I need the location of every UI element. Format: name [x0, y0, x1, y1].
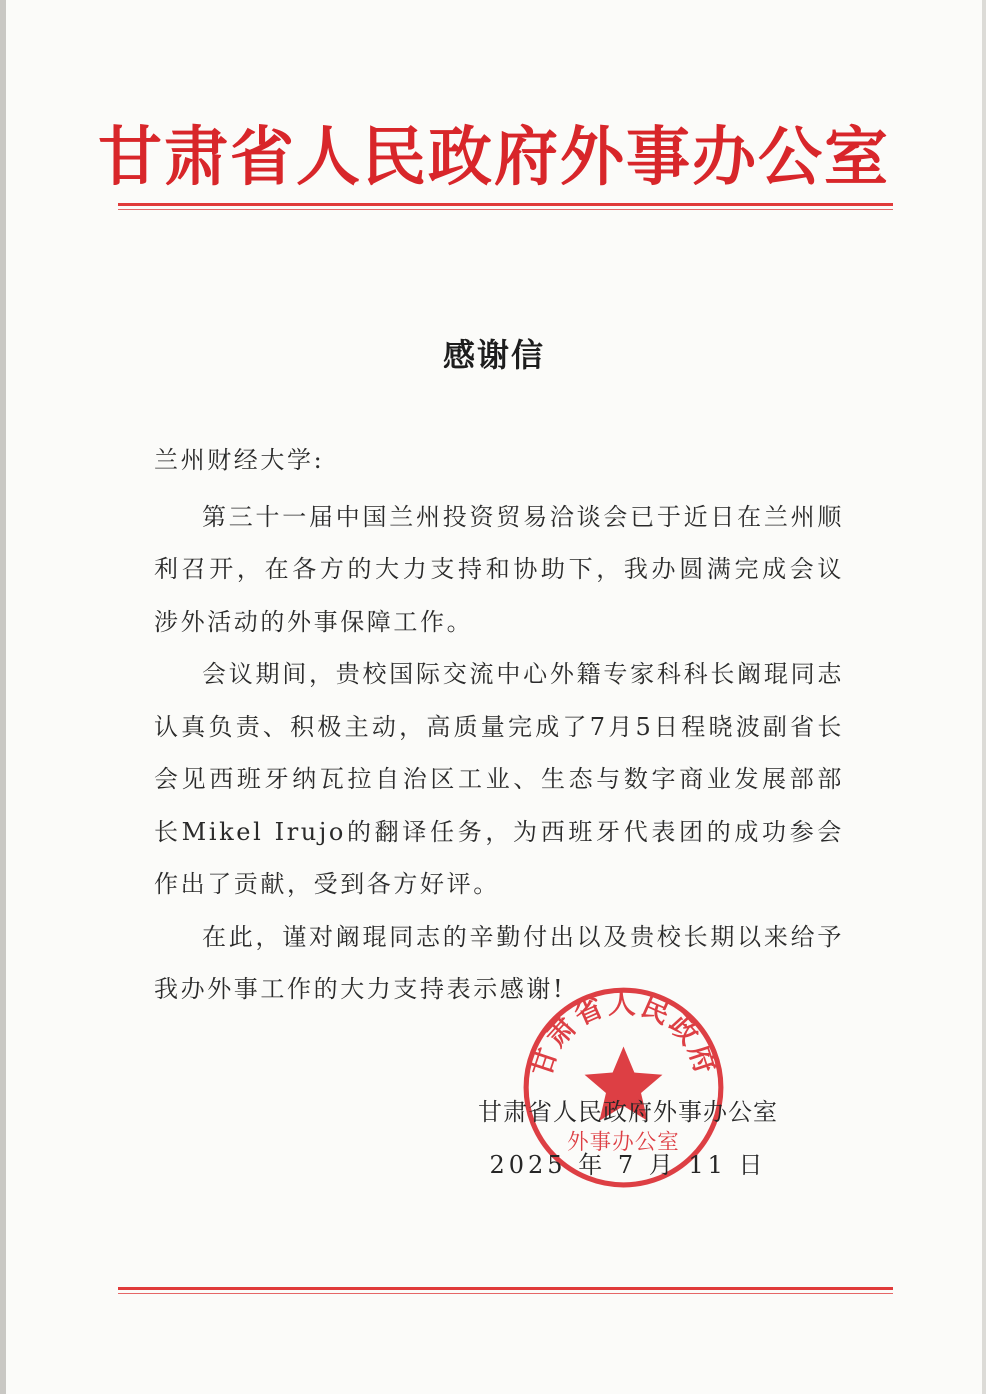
- seal-bottom-text: 外事办公室: [567, 1130, 680, 1155]
- signature-date: 2025 年 7 月 11 日: [489, 1151, 767, 1179]
- letterhead-title: 甘肃省人民政府外事办公室: [98, 120, 890, 195]
- footer-divider: [118, 1287, 893, 1294]
- signature-block: [458, 1092, 798, 1180]
- letter-body: [154, 434, 844, 1016]
- salutation: 兰州财经大学:: [154, 446, 325, 474]
- signature-org: 甘肃省人民政府外事办公室: [478, 1098, 778, 1126]
- paragraph-3: 在此，谨对阚琨同志的辛勤付出以及贵校长期以来给予我办外事工作的大力支持表示感谢!: [154, 922, 844, 1003]
- letterhead-divider: [118, 203, 893, 210]
- seal-arc-text: 甘肃省人民政府: [523, 986, 724, 1081]
- paragraph-2: 会议期间，贵校国际交流中心外籍专家科科长阚琨同志认真负责、积极主动，高质量完成了7月5日程晓波副省长会见西班牙纳瓦拉自治区工业、生态与数字商业发展部部长Mikel Irujo的翻译任务，为西班牙代表团的成功参会作出了贡献，受到各方好评。: [154, 660, 844, 898]
- letter-title: 感谢信: [442, 336, 545, 374]
- paragraph-1: 第三十一届中国兰州投资贸易洽谈会已于近日在兰州顺利召开，在各方的大力支持和协助下，我办圆满完成会议涉外活动的外事保障工作。: [154, 502, 844, 636]
